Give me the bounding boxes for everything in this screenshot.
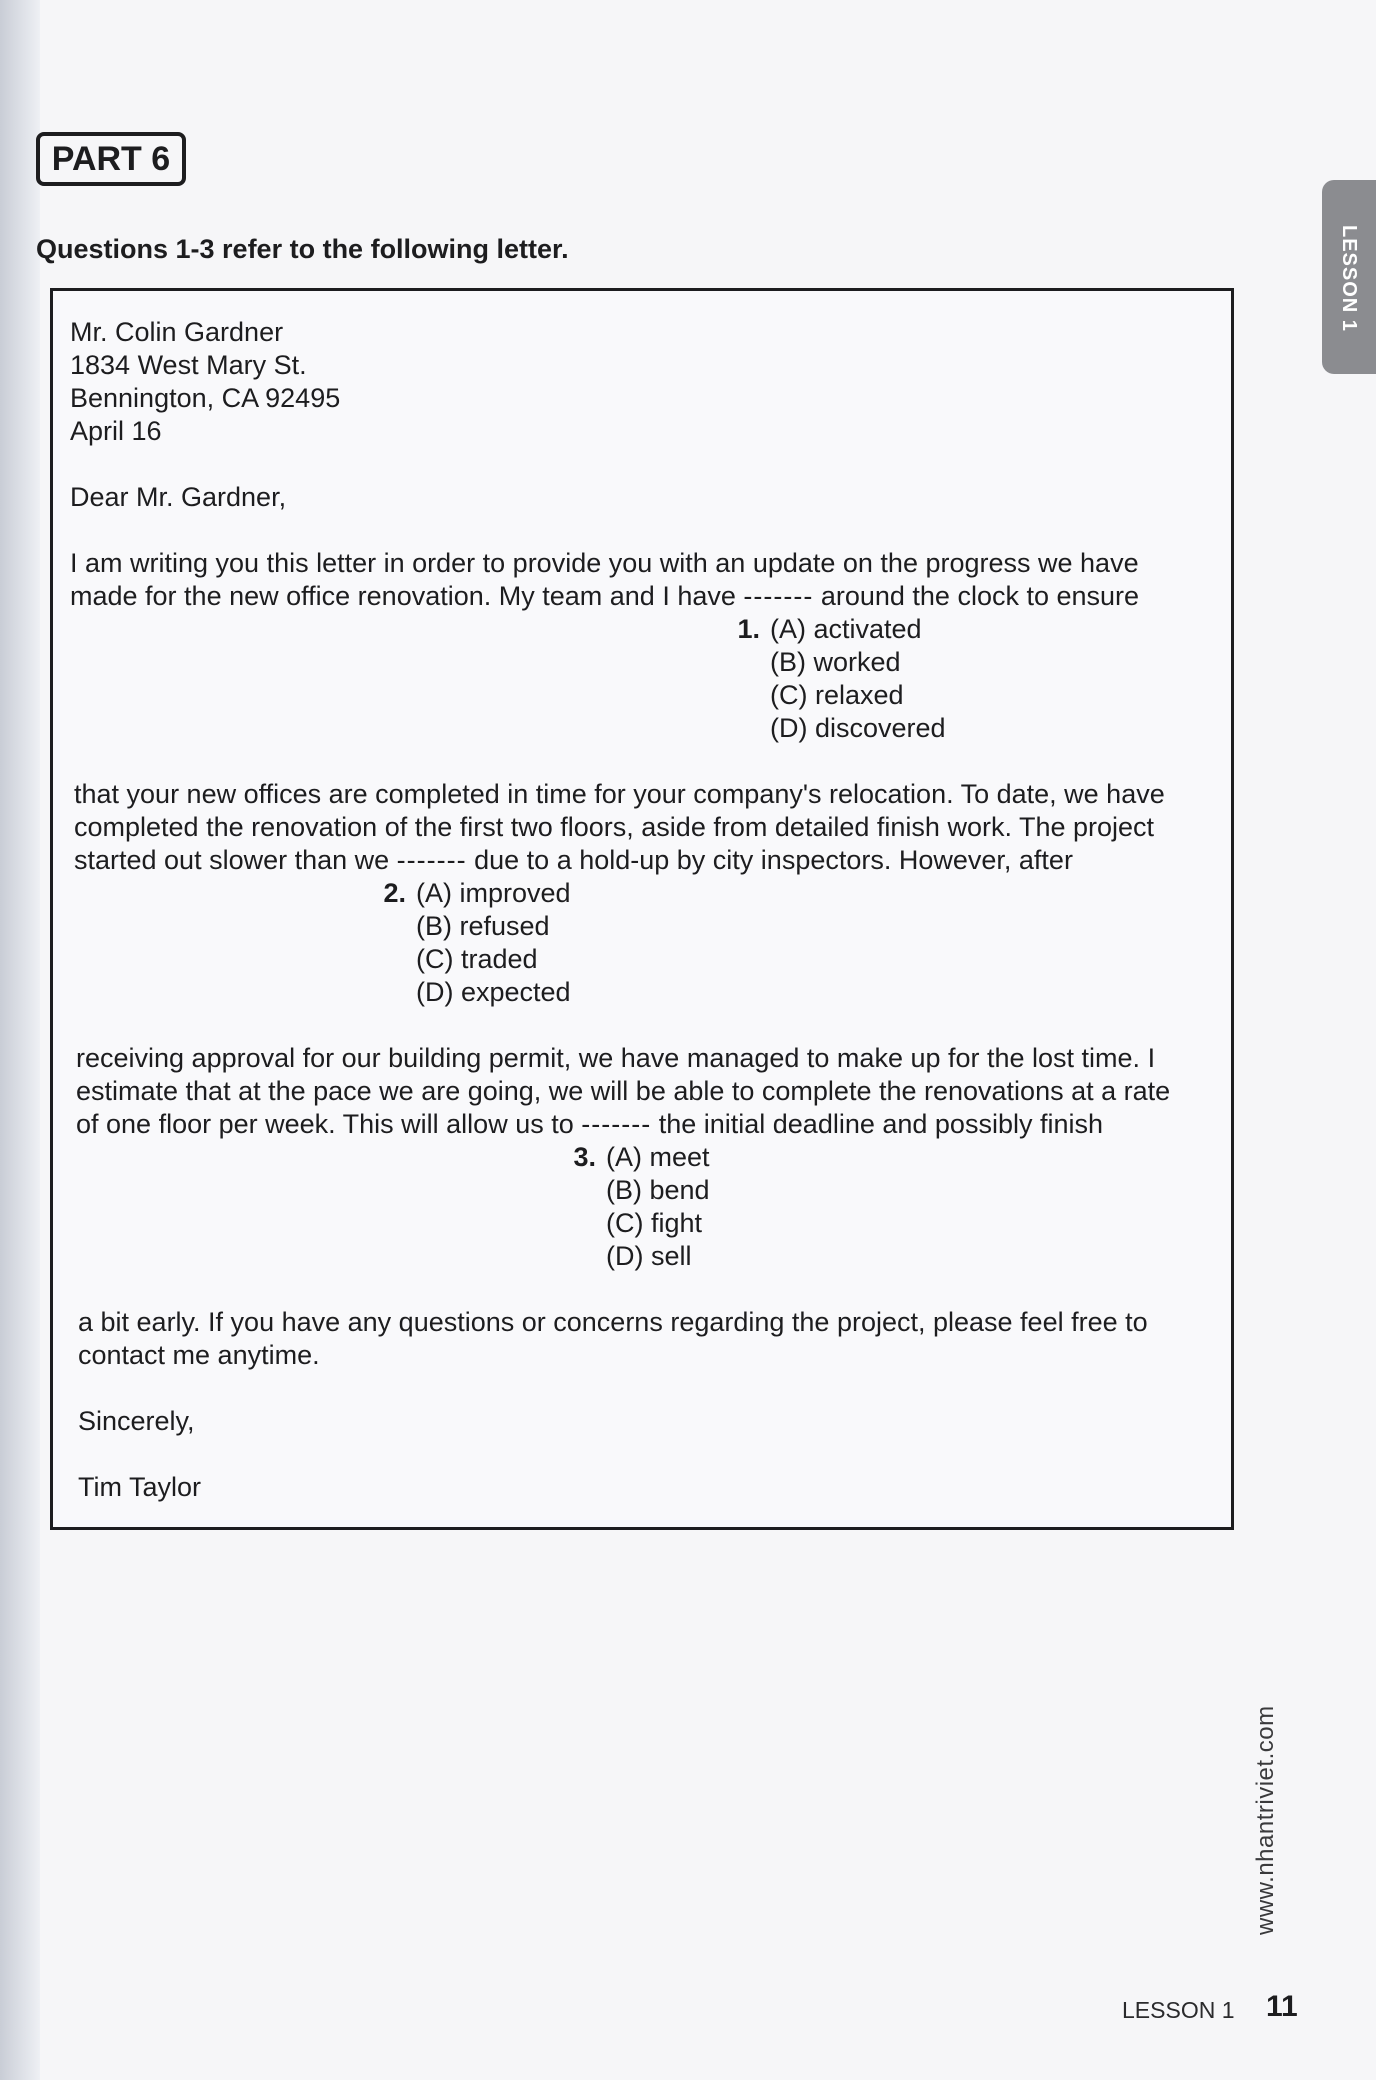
question-1-option-c[interactable]: (C) relaxed <box>770 680 904 710</box>
question-2-number: 2. <box>383 878 406 908</box>
paragraph-2-line-1: that your new offices are completed in time for your company's relocation. To date, we have <box>74 779 1165 809</box>
footer-lesson-label: LESSON 1 <box>1122 1997 1235 2023</box>
paragraph-2 <box>74 778 1200 877</box>
question-3-choices <box>560 1141 1200 1273</box>
letter-date: April 16 <box>70 416 162 446</box>
paragraph-3-line-1: receiving approval for our building permit, we have managed to make up for the lost time. I <box>76 1043 1156 1073</box>
question-1-choices <box>724 613 1200 745</box>
page-edge-shadow <box>0 0 40 2080</box>
paragraph-1-line-2 <box>70 580 1200 613</box>
answer-blank-1[interactable]: ------- <box>743 581 814 611</box>
question-3-option-d[interactable]: (D) sell <box>606 1241 692 1271</box>
text-segment: due to a hold-up by city inspectors. However, after <box>466 845 1073 875</box>
paragraph-1 <box>70 547 1200 613</box>
paragraph-2-line-2: completed the renovation of the first two floors, aside from detailed finish work. The project <box>74 812 1155 842</box>
text-segment: around the clock to ensure <box>813 581 1140 611</box>
question-1-number: 1. <box>737 614 760 644</box>
signature: Tim Taylor <box>78 1472 202 1502</box>
paragraph-3-line-2: estimate that at the pace we are going, we will be able to complete the renovations at a rate <box>76 1076 1171 1106</box>
page-number: 11 <box>1266 1990 1298 2023</box>
question-1-option-b[interactable]: (B) worked <box>770 647 901 677</box>
publisher-website: www.nhantriviet.com <box>1252 1705 1279 1935</box>
text-segment: the initial deadline and possibly finish <box>651 1109 1103 1139</box>
salutation: Dear Mr. Gardner, <box>70 482 287 512</box>
answer-blank-3[interactable]: ------- <box>581 1109 652 1139</box>
letter-body <box>70 316 1200 1504</box>
question-3-option-a[interactable]: (A) meet <box>606 1142 710 1172</box>
lesson-side-tab-label: LESSON 1 <box>1338 224 1360 332</box>
questions-instruction: Questions 1-3 refer to the following letter. <box>36 234 569 264</box>
paragraph-4-line-1: a bit early. If you have any questions or concerns regarding the project, please feel free to <box>78 1307 1148 1337</box>
paragraph-4-line-2: contact me anytime. <box>78 1340 320 1370</box>
question-3-option-c[interactable]: (C) fight <box>606 1208 703 1238</box>
question-1-option-a[interactable]: (A) activated <box>770 614 922 644</box>
address-line-1: 1834 West Mary St. <box>70 350 307 380</box>
part-label: PART 6 <box>36 132 186 186</box>
paragraph-3 <box>76 1042 1200 1141</box>
paragraph-4 <box>78 1306 1200 1372</box>
question-3-option-b[interactable]: (B) bend <box>606 1175 710 1205</box>
closing: Sincerely, <box>78 1406 195 1436</box>
text-segment: started out slower than we <box>74 845 397 875</box>
address-line-2: Bennington, CA 92495 <box>70 383 341 413</box>
question-2-option-c[interactable]: (C) traded <box>416 944 538 974</box>
question-2-option-d[interactable]: (D) expected <box>416 977 571 1007</box>
question-2-choices <box>370 877 1200 1009</box>
question-2-option-a[interactable]: (A) improved <box>416 878 571 908</box>
paragraph-2-line-3 <box>74 844 1200 877</box>
text-segment: made for the new office renovation. My team and I have <box>70 581 744 611</box>
answer-blank-2[interactable]: ------- <box>396 845 467 875</box>
paragraph-3-line-3 <box>76 1108 1200 1141</box>
recipient-name: Mr. Colin Gardner <box>70 317 284 347</box>
question-2-option-b[interactable]: (B) refused <box>416 911 550 941</box>
question-1-option-d[interactable]: (D) discovered <box>770 713 946 743</box>
question-3-number: 3. <box>573 1142 596 1172</box>
paragraph-1-line-1: I am writing you this letter in order to provide you with an update on the progress we have <box>70 548 1139 578</box>
text-segment: of one floor per week. This will allow us to <box>76 1109 582 1139</box>
